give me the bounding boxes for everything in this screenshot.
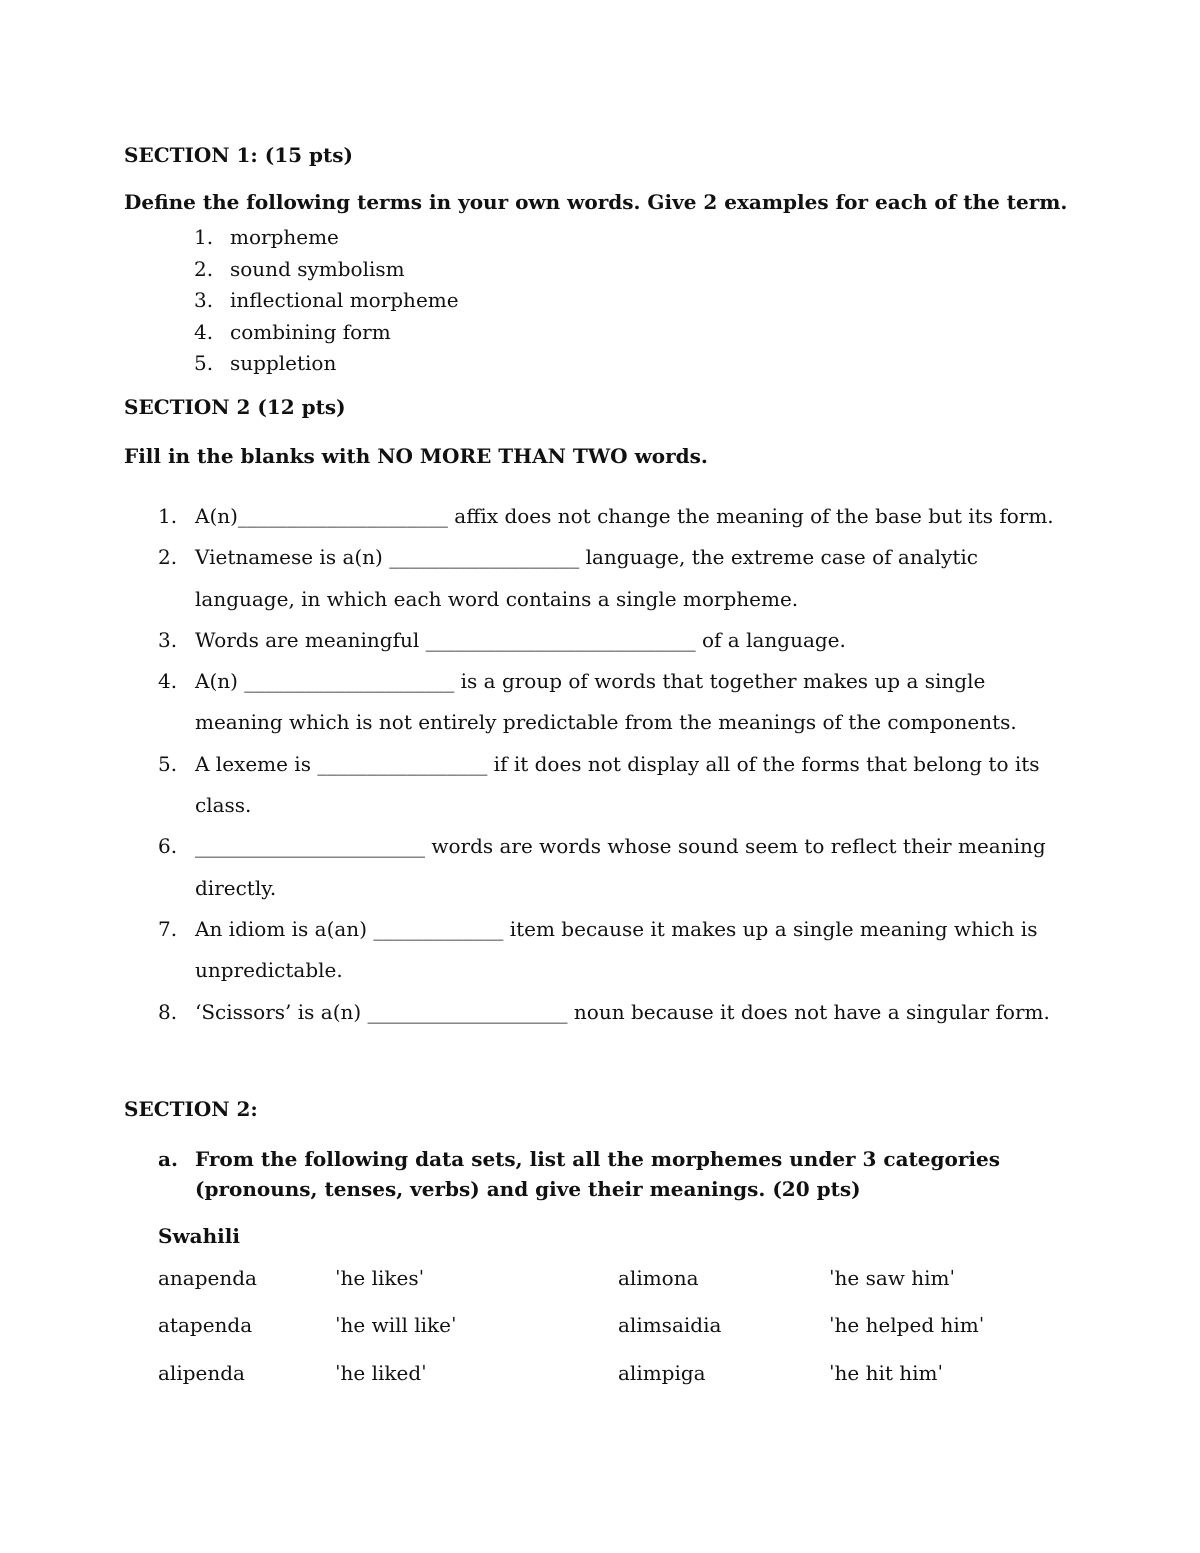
gloss-cell: ˈhe likedˈ	[335, 1360, 427, 1385]
part-a-instruction	[158, 1144, 1038, 1204]
item-number: 5.	[194, 351, 214, 376]
list-item	[158, 661, 1078, 744]
gloss-cell: ˈhe will likeˈ	[335, 1313, 457, 1338]
item-text: suppletion	[230, 351, 337, 376]
item-number: 4.	[158, 669, 178, 694]
word-cell: alipenda	[158, 1360, 245, 1385]
item-text: _______________________ words are words whose sound seem to reflect their meaning directly.	[195, 834, 1046, 900]
item-number: 3.	[158, 627, 178, 652]
item-text: morpheme	[230, 225, 339, 249]
list-item	[158, 992, 1078, 1033]
list-item	[194, 222, 459, 254]
gloss-cell: ˈhe helped himˈ	[829, 1313, 985, 1338]
list-item	[194, 348, 459, 380]
word-cell: atapenda	[158, 1313, 253, 1338]
item-text: A(n) _____________________ is a group of words that together makes up a single meaning which is not entirely predictable from the meanings of the components.	[195, 669, 1017, 735]
list-item	[194, 317, 459, 349]
word-cell: alimona	[618, 1266, 699, 1290]
word-cell: anapenda	[158, 1266, 257, 1290]
item-text: sound symbolism	[230, 256, 405, 281]
swahili-data-table	[158, 1266, 1029, 1408]
item-number: 7.	[158, 916, 178, 941]
word-cell: alimsaidia	[618, 1313, 722, 1338]
word-cell: alimpiga	[618, 1360, 706, 1385]
table-row	[158, 1266, 1029, 1313]
item-number: 3.	[194, 288, 214, 313]
gloss-cell: ˈhe saw himˈ	[829, 1266, 955, 1290]
section3-heading: SECTION 2:	[124, 1097, 258, 1121]
gloss-cell: ˈhe hit himˈ	[829, 1360, 943, 1385]
item-text: Words are meaningful ___________________________ of a language.	[195, 627, 846, 652]
section1-heading: SECTION 1: (15 pts)	[124, 143, 353, 167]
item-text: Vietnamese is a(n) ___________________ language, the extreme case of analytic language, in which each word contains a single morpheme.	[195, 545, 978, 611]
section2-question-list	[158, 496, 1078, 1033]
language-label: Swahili	[158, 1224, 240, 1248]
item-number: 6.	[158, 834, 178, 859]
list-item	[158, 620, 1078, 661]
list-item	[158, 744, 1078, 827]
item-text: An idiom is a(an) _____________ item because it makes up a single meaning which is unpredictable.	[195, 916, 1038, 983]
gloss-cell: ˈhe likesˈ	[335, 1266, 425, 1290]
item-text: combining form	[230, 319, 391, 344]
list-item	[194, 285, 459, 317]
part-a-text: From the following data sets, list all the morphemes under 3 categories (pronouns, tenses, verbs) and give their meanings. (20 pts)	[195, 1147, 1000, 1201]
list-item	[158, 537, 1078, 620]
item-number: 2.	[194, 256, 214, 281]
list-item	[158, 826, 1078, 909]
section2-instruction: Fill in the blanks with NO MORE THAN TWO words.	[124, 444, 708, 468]
item-text: A lexeme is _________________ if it does not display all of the forms that belong to its class.	[195, 751, 1040, 818]
item-number: 8.	[158, 999, 178, 1024]
list-item	[158, 496, 1078, 537]
item-number: 5.	[158, 751, 178, 776]
item-text: inflectional morpheme	[230, 288, 459, 313]
list-item	[158, 909, 1078, 992]
section1-instruction: Define the following terms in your own words. Give 2 examples for each of the term.	[124, 190, 1068, 214]
part-a-label: a.	[158, 1147, 178, 1171]
item-text: A(n)_____________________ affix does not change the meaning of the base but its form.	[195, 504, 1054, 528]
table-row	[158, 1313, 1029, 1360]
item-number: 1.	[158, 504, 178, 528]
section1-term-list	[194, 222, 459, 380]
table-row	[158, 1361, 1029, 1408]
section2-heading: SECTION 2 (12 pts)	[124, 395, 346, 419]
item-number: 4.	[194, 319, 214, 344]
list-item	[194, 254, 459, 286]
item-number: 2.	[158, 545, 178, 570]
item-text: ‘Scissors’ is a(n) ____________________ noun because it does not have a singular form.	[195, 999, 1050, 1024]
item-number: 1.	[194, 225, 214, 249]
